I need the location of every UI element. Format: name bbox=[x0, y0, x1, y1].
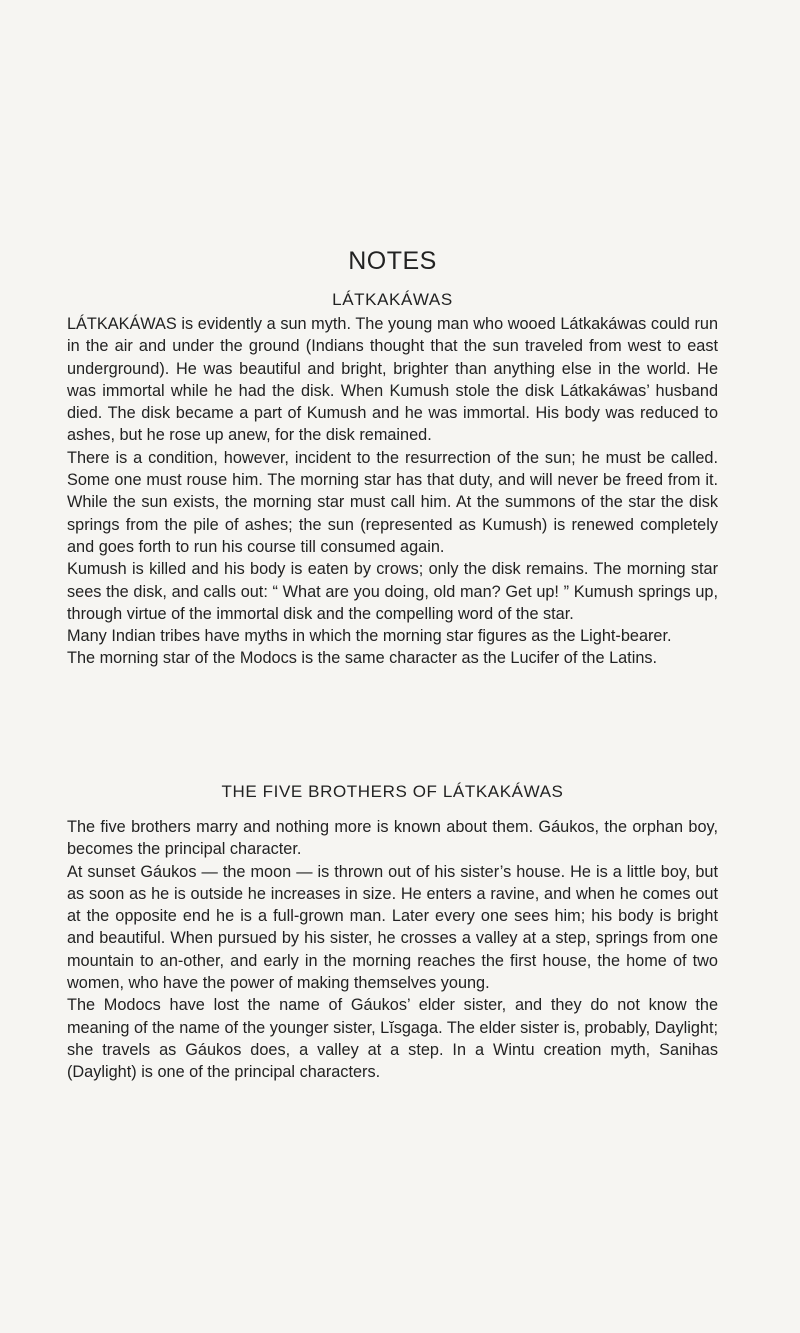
section-title-latkakawas: LÁTKAKÁWAS bbox=[332, 290, 453, 309]
paragraph: The Modocs have lost the name of Gáukos’ elder sister, and they do not know the meaning of the name of the younger sister, Lĭsgaga. The elder sister is, probably, Daylight; she travels as Gáukos does, a valley at a step. In a Wintu creation myth, Sanihas (Daylight) is one of the principal characters. bbox=[67, 996, 719, 1082]
section-title-five-brothers: THE FIVE BROTHERS OF LÁTKAKÁWAS bbox=[221, 782, 564, 801]
paragraph: The five brothers marry and nothing more is known about them. Gáukos, the orphan boy, becomes the principal character. bbox=[67, 818, 718, 859]
paragraph: Kumush is killed and his body is eaten by crows; only the disk remains. The morning star sees the disk, and calls out: “ What are you doing, old man? Get up! ” Kumush springs up, through virtue of the immortal disk and the compelling word of the star. bbox=[67, 560, 718, 623]
section-body-latkakawas bbox=[67, 313, 718, 670]
paragraph: At sunset Gáukos — the moon — is thrown out of his sister’s house. He is a little boy, but as soon as he is outside he increases in size. He enters a ravine, and when he comes out at the opposite end he is a full-grown man. Later every one sees him; his body is bright and beautiful. When pursued by his sister, he crosses a valley at a step, springs from one mountain to an-other, and early in the morning reaches the first house, the home of two women, who have the power of making themselves young. bbox=[67, 862, 718, 993]
paragraph: LÁTKAKÁWAS is evidently a sun myth. The young man who wooed Látkakáwas could run in the air and under the ground (Indians thought that the sun traveled from west to east underground). He was beautiful and bright, brighter than anything else in the world. He was immortal while he had the disk. When Kumush stole the disk Látkakáwas’ husband died. The disk became a part of Kumush and he was immortal. His body was reduced to ashes, but he rose up anew, for the disk remained. bbox=[67, 315, 718, 445]
page-title: NOTES bbox=[348, 247, 437, 275]
section-body-five-brothers bbox=[67, 816, 718, 1084]
paragraph: Many Indian tribes have myths in which the morning star figures as the Light-bearer. bbox=[67, 627, 672, 646]
paragraph: There is a condition, however, incident to the resurrection of the sun; he must be called. Some one must rouse him. The morning star has that duty, and will never be freed from it. While the sun exists, the morning star must call him. At the summons of the star the disk springs from the pile of ashes; the sun (represented as Kumush) is renewed completely and goes forth to run his course till consumed again. bbox=[67, 448, 718, 556]
paragraph: The morning star of the Modocs is the same character as the Lucifer of the Latins. bbox=[67, 649, 658, 668]
